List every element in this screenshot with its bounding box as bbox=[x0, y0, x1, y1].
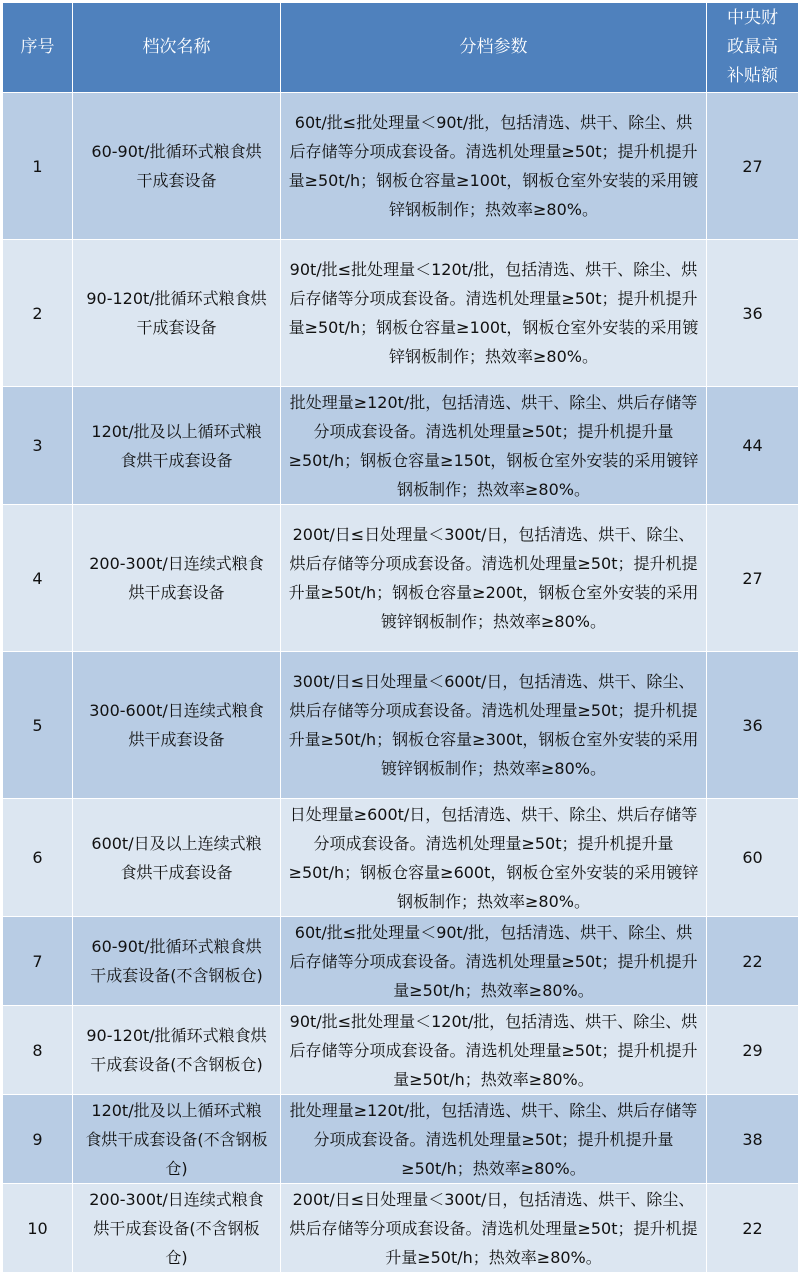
row-index: 2 bbox=[3, 240, 73, 387]
row-subsidy: 38 bbox=[707, 1095, 799, 1184]
row-params: 60t/批≤批处理量＜90t/批，包括清选、烘干、除尘、烘后存储等分项成套设备。清选机处理量≥50t；提升机提升量≥50t/h；钢板仓容量≥100t，钢板仓室外安装的采用镀锌钢板制作；热效率≥80%。 bbox=[281, 93, 707, 240]
row-name: 600t/日及以上连续式粮食烘干成套设备 bbox=[73, 799, 281, 917]
row-index: 3 bbox=[3, 387, 73, 505]
row-index: 8 bbox=[3, 1006, 73, 1095]
row-subsidy: 44 bbox=[707, 387, 799, 505]
header-index: 序号 bbox=[3, 3, 73, 93]
row-subsidy: 36 bbox=[707, 240, 799, 387]
row-params: 批处理量≥120t/批，包括清选、烘干、除尘、烘后存储等分项成套设备。清选机处理量≥50t；提升机提升量≥50t/h；热效率≥80%。 bbox=[281, 1095, 707, 1184]
row-name: 90-120t/批循环式粮食烘干成套设备(不含钢板仓) bbox=[73, 1006, 281, 1095]
row-index: 4 bbox=[3, 505, 73, 652]
table-row bbox=[3, 799, 799, 917]
row-subsidy: 27 bbox=[707, 93, 799, 240]
row-params: 300t/日≤日处理量＜600t/日，包括清选、烘干、除尘、烘后存储等分项成套设备。清选机处理量≥50t；提升机提升量≥50t/h；钢板仓容量≥300t，钢板仓室外安装的采用镀锌钢板制作；热效率≥80%。 bbox=[281, 652, 707, 799]
row-subsidy: 22 bbox=[707, 1184, 799, 1273]
table-row bbox=[3, 917, 799, 1006]
row-index: 7 bbox=[3, 917, 73, 1006]
row-name: 300-600t/日连续式粮食烘干成套设备 bbox=[73, 652, 281, 799]
table-row bbox=[3, 240, 799, 387]
row-name: 90-120t/批循环式粮食烘干成套设备 bbox=[73, 240, 281, 387]
row-subsidy: 36 bbox=[707, 652, 799, 799]
table-row bbox=[3, 1184, 799, 1273]
row-index: 6 bbox=[3, 799, 73, 917]
row-params: 200t/日≤日处理量＜300t/日，包括清选、烘干、除尘、烘后存储等分项成套设备。清选机处理量≥50t；提升机提升量≥50t/h；热效率≥80%。 bbox=[281, 1184, 707, 1273]
table-row bbox=[3, 1006, 799, 1095]
header-row bbox=[3, 3, 799, 93]
row-name: 60-90t/批循环式粮食烘干成套设备(不含钢板仓) bbox=[73, 917, 281, 1006]
row-name: 200-300t/日连续式粮食烘干成套设备(不含钢板仓) bbox=[73, 1184, 281, 1273]
table-row bbox=[3, 652, 799, 799]
table-row bbox=[3, 1095, 799, 1184]
row-name: 60-90t/批循环式粮食烘干成套设备 bbox=[73, 93, 281, 240]
row-subsidy: 60 bbox=[707, 799, 799, 917]
row-params: 日处理量≥600t/日，包括清选、烘干、除尘、烘后存储等分项成套设备。清选机处理量≥50t；提升机提升量≥50t/h；钢板仓容量≥600t，钢板仓室外安装的采用镀锌钢板制作；热效率≥80%。 bbox=[281, 799, 707, 917]
row-name: 120t/批及以上循环式粮食烘干成套设备 bbox=[73, 387, 281, 505]
row-name: 120t/批及以上循环式粮食烘干成套设备(不含钢板仓) bbox=[73, 1095, 281, 1184]
table-row bbox=[3, 93, 799, 240]
row-params: 90t/批≤批处理量＜120t/批，包括清选、烘干、除尘、烘后存储等分项成套设备。清选机处理量≥50t；提升机提升量≥50t/h；钢板仓容量≥100t，钢板仓室外安装的采用镀锌钢板制作；热效率≥80%。 bbox=[281, 240, 707, 387]
table-row bbox=[3, 387, 799, 505]
row-params: 90t/批≤批处理量＜120t/批，包括清选、烘干、除尘、烘后存储等分项成套设备。清选机处理量≥50t；提升机提升量≥50t/h；热效率≥80%。 bbox=[281, 1006, 707, 1095]
row-index: 9 bbox=[3, 1095, 73, 1184]
subsidy-table bbox=[2, 2, 799, 1273]
table-row bbox=[3, 505, 799, 652]
row-index: 5 bbox=[3, 652, 73, 799]
row-subsidy: 27 bbox=[707, 505, 799, 652]
row-index: 1 bbox=[3, 93, 73, 240]
row-params: 60t/批≤批处理量＜90t/批，包括清选、烘干、除尘、烘后存储等分项成套设备。清选机处理量≥50t；提升机提升量≥50t/h；热效率≥80%。 bbox=[281, 917, 707, 1006]
row-params: 200t/日≤日处理量＜300t/日，包括清选、烘干、除尘、烘后存储等分项成套设备。清选机处理量≥50t；提升机提升量≥50t/h；钢板仓容量≥200t，钢板仓室外安装的采用镀锌钢板制作；热效率≥80%。 bbox=[281, 505, 707, 652]
row-index: 10 bbox=[3, 1184, 73, 1273]
header-name: 档次名称 bbox=[73, 3, 281, 93]
row-name: 200-300t/日连续式粮食烘干成套设备 bbox=[73, 505, 281, 652]
header-params: 分档参数 bbox=[281, 3, 707, 93]
row-subsidy: 29 bbox=[707, 1006, 799, 1095]
header-subsidy: 中央财政最高补贴额 bbox=[707, 3, 799, 93]
row-params: 批处理量≥120t/批，包括清选、烘干、除尘、烘后存储等分项成套设备。清选机处理量≥50t；提升机提升量≥50t/h；钢板仓容量≥150t，钢板仓室外安装的采用镀锌钢板制作；热效率≥80%。 bbox=[281, 387, 707, 505]
row-subsidy: 22 bbox=[707, 917, 799, 1006]
